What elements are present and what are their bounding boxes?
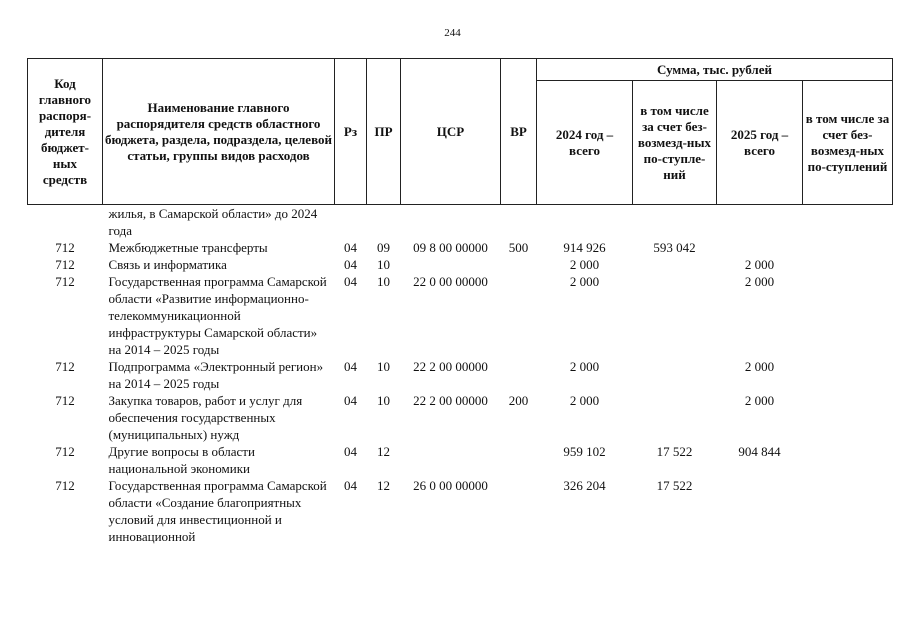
table-row bbox=[28, 205, 893, 240]
cell-csr: 22 0 00 00000 bbox=[413, 274, 488, 289]
cell-2025-incl bbox=[803, 392, 893, 443]
table-header bbox=[28, 59, 893, 205]
cell-pr: 10 bbox=[377, 257, 390, 272]
budget-table bbox=[27, 58, 893, 545]
table-row bbox=[28, 477, 893, 545]
table-row bbox=[28, 392, 893, 443]
cell-name: Связь и информатика bbox=[108, 257, 227, 272]
cell-2024-incl: 17 522 bbox=[656, 478, 693, 493]
cell-2024-total: 2 000 bbox=[569, 393, 600, 408]
cell-name: Подпрограмма «Электронный регион» на 2014 – 2025 годы bbox=[108, 359, 324, 391]
cell-rz: 04 bbox=[344, 257, 357, 272]
cell-pr: 10 bbox=[377, 274, 390, 289]
cell-pr: 12 bbox=[377, 478, 390, 493]
cell-2025-total: 2 000 bbox=[744, 274, 775, 289]
header-rz: Рз bbox=[335, 59, 367, 205]
cell-2024-total: 2 000 bbox=[569, 359, 600, 374]
table-row bbox=[28, 239, 893, 256]
cell-2024-total: 2 000 bbox=[569, 257, 600, 272]
cell-2025-incl bbox=[803, 477, 893, 545]
cell-pr: 10 bbox=[377, 393, 390, 408]
cell-code: 712 bbox=[55, 240, 75, 255]
cell-rz: 04 bbox=[344, 359, 357, 374]
cell-rz: 04 bbox=[344, 478, 357, 493]
cell-pr: 09 bbox=[377, 240, 390, 255]
cell-2024-total: 2 000 bbox=[569, 274, 600, 289]
cell-csr bbox=[401, 256, 501, 273]
cell-vr bbox=[501, 358, 537, 392]
table-row bbox=[28, 256, 893, 273]
header-2025-total: 2025 год – всего bbox=[717, 81, 803, 205]
cell-2024-incl: 593 042 bbox=[653, 240, 696, 255]
page-number: 244 bbox=[444, 27, 461, 39]
header-sum: Сумма, тыс. рублей bbox=[537, 59, 893, 81]
cell-name: Другие вопросы в области национальной экономики bbox=[108, 444, 255, 476]
cell-code: 712 bbox=[55, 257, 75, 272]
cell-name: Межбюджетные трансферты bbox=[108, 240, 268, 255]
cell-2024-incl bbox=[633, 392, 717, 443]
cell-code: 712 bbox=[55, 359, 75, 374]
cell-csr: 22 2 00 00000 bbox=[413, 393, 488, 408]
cell-2024-total: 959 102 bbox=[563, 444, 606, 459]
table-row bbox=[28, 273, 893, 358]
cell-2025-total: 2 000 bbox=[744, 393, 775, 408]
cell-2025-total bbox=[717, 205, 803, 240]
cell-vr bbox=[501, 256, 537, 273]
cell-rz bbox=[335, 205, 367, 240]
cell-2024-total: 914 926 bbox=[563, 240, 606, 255]
header-2024-incl: в том числе за счет без-возмезд-ных по-ступле-ний bbox=[633, 81, 717, 205]
table-row bbox=[28, 443, 893, 477]
cell-code: 712 bbox=[55, 478, 75, 493]
cell-vr bbox=[501, 205, 537, 240]
cell-csr: 09 8 00 00000 bbox=[413, 240, 488, 255]
cell-pr bbox=[367, 205, 401, 240]
header-code: Код главного распоря-дителя бюджет-ных средств bbox=[28, 59, 103, 205]
cell-2024-incl bbox=[633, 256, 717, 273]
cell-2025-incl bbox=[803, 443, 893, 477]
cell-2025-total: 2 000 bbox=[744, 359, 775, 374]
cell-csr: 26 0 00 00000 bbox=[413, 478, 488, 493]
cell-pr: 12 bbox=[377, 444, 390, 459]
cell-vr bbox=[501, 443, 537, 477]
cell-name: жилья, в Самарской области» до 2024 года bbox=[108, 206, 318, 238]
cell-2025-incl bbox=[803, 239, 893, 256]
cell-code: 712 bbox=[55, 274, 75, 289]
table-body bbox=[28, 205, 893, 546]
cell-2025-incl bbox=[803, 256, 893, 273]
cell-csr: 22 2 00 00000 bbox=[413, 359, 488, 374]
header-pr: ПР bbox=[367, 59, 401, 205]
header-vr: ВР bbox=[501, 59, 537, 205]
cell-csr bbox=[401, 443, 501, 477]
cell-csr bbox=[401, 205, 501, 240]
cell-2025-incl bbox=[803, 273, 893, 358]
cell-code: 712 bbox=[55, 393, 75, 408]
header-2024-total: 2024 год – всего bbox=[537, 81, 633, 205]
cell-2024-incl bbox=[633, 358, 717, 392]
cell-pr: 10 bbox=[377, 359, 390, 374]
table-row bbox=[28, 358, 893, 392]
cell-rz: 04 bbox=[344, 444, 357, 459]
cell-2025-total: 2 000 bbox=[744, 257, 775, 272]
cell-2025-total: 904 844 bbox=[738, 444, 781, 459]
cell-2024-incl bbox=[633, 273, 717, 358]
cell-2024-incl bbox=[633, 205, 717, 240]
cell-name: Закупка товаров, работ и услуг для обеспечения государственных (муниципальных) нужд bbox=[108, 393, 303, 442]
cell-code bbox=[28, 205, 103, 240]
cell-rz: 04 bbox=[344, 240, 357, 255]
cell-name: Государственная программа Самарской области «Создание благоприятных условий для инвестиционной и инновационной bbox=[108, 478, 327, 544]
header-name: Наименование главного распорядителя средств областного бюджета, раздела, подраздела, целевой статьи, группы видов расходов bbox=[103, 59, 335, 205]
cell-2024-total bbox=[537, 205, 633, 240]
cell-name: Государственная программа Самарской области «Развитие информационно-телекоммуникационной инфраструктуры Самарской области» на 2014 – 2025 годы bbox=[108, 274, 327, 357]
cell-vr bbox=[501, 477, 537, 545]
cell-rz: 04 bbox=[344, 393, 357, 408]
cell-vr: 500 bbox=[508, 240, 529, 255]
cell-2025-incl bbox=[803, 358, 893, 392]
cell-2025-total bbox=[717, 477, 803, 545]
cell-code: 712 bbox=[55, 444, 75, 459]
cell-2024-incl: 17 522 bbox=[656, 444, 693, 459]
header-csr: ЦСР bbox=[401, 59, 501, 205]
cell-2024-total: 326 204 bbox=[563, 478, 606, 493]
cell-rz: 04 bbox=[344, 274, 357, 289]
cell-2025-incl bbox=[803, 205, 893, 240]
cell-2025-total bbox=[717, 239, 803, 256]
header-2025-incl: в том числе за счет без-возмезд-ных по-ступлений bbox=[803, 81, 893, 205]
cell-vr bbox=[501, 273, 537, 358]
cell-vr: 200 bbox=[508, 393, 529, 408]
